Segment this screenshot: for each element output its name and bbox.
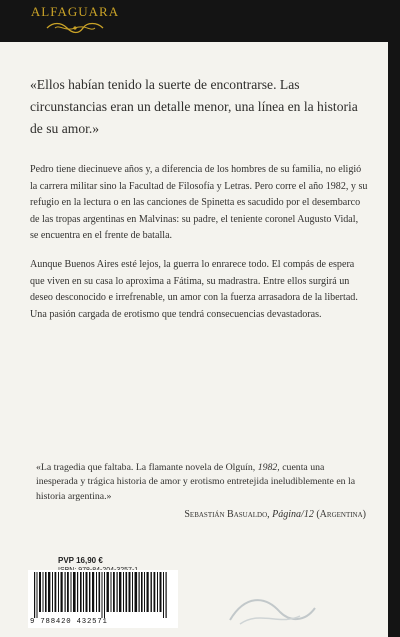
- review-country: (Argentina): [313, 509, 366, 521]
- price-label: PVP 16,90 €: [58, 556, 103, 565]
- review-text-end: , cuenta una inesperada y trágica historia de amor y erotismo entretejida ineludiblemente en la historia argentina.»: [36, 462, 356, 502]
- right-edge-strip: [388, 0, 400, 637]
- barcode-bars: [28, 572, 178, 620]
- review-book-title: 1982: [257, 462, 278, 473]
- barcode: [28, 570, 178, 628]
- pull-quote: «Ellos habían tenido la suerte de encontrarse. Las circunstancias eran un detalle menor, una línea en la historia de su amor.»: [30, 77, 358, 136]
- review-text-start: «La tragedia que faltaba. La flamante novela de Olguín,: [36, 462, 258, 473]
- back-cover-text: [30, 74, 368, 335]
- watermark-logo-icon: [220, 590, 370, 630]
- review-text: [36, 461, 366, 504]
- review-publication: Página/12: [272, 509, 314, 521]
- review-attribution: [36, 507, 366, 523]
- publisher-logo-text: ALFAGUARA: [30, 4, 120, 19]
- press-review: [36, 461, 366, 523]
- synopsis-paragraph-2: Aunque Buenos Aires esté lejos, la guerra lo enrarece todo. El compás de espera que viven en su casa lo aproxima a Fátima, su madrastra. Entre ellos surgirá un deseo desconocido e irrefrenable, un amor con la fuerza arrasadora de la libertad. Una pasión cargada de erotismo que tendrá consecuencias devastadoras.: [30, 258, 358, 320]
- publisher-logo: [30, 4, 120, 35]
- logo-flourish-icon: [43, 21, 107, 35]
- synopsis-paragraph-1: Pedro tiene diecinueve años y, a diferencia de los hombres de su familia, no eligió la carrera militar sino la Facultad de Filosofía y Letras. Pero corre el año 1982, y su refugio en la lectura o en las canciones de Spinetta es sacudido por el desembarco de las tropas argentinas en Malvinas: su padre, el teniente coronel Augusto Vidal, se encuentra en el frente de batalla.: [30, 164, 368, 242]
- review-author: Sebastián Basualdo,: [184, 509, 273, 521]
- barcode-digits: 9 788420 432571: [30, 618, 108, 626]
